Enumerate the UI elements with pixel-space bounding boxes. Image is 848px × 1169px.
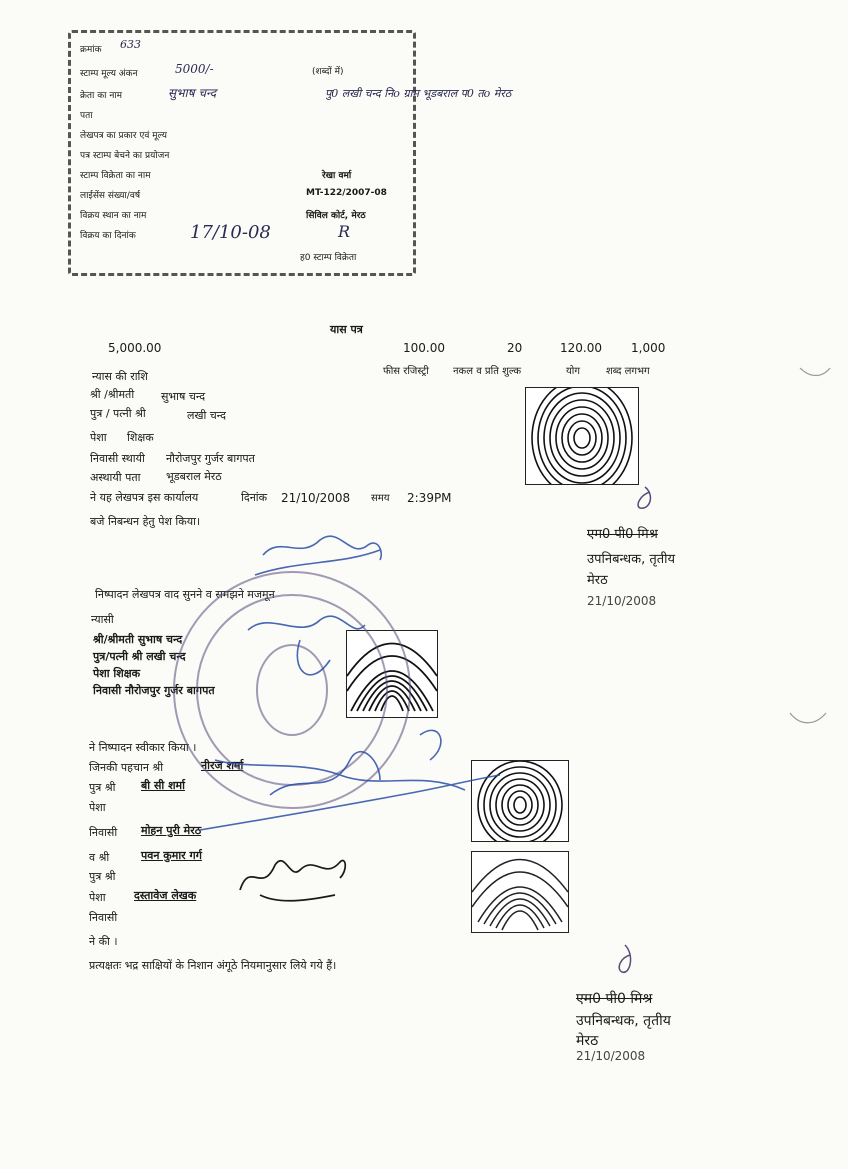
registrar1-title: उपनिबन्धक, तृतीय xyxy=(587,552,676,567)
registrar2-name: एम0 पी0 मिश्र xyxy=(576,991,653,1007)
office-label: ने यह लेखपत्र इस कार्यालय xyxy=(90,491,199,504)
witness2-son-label: पुत्र श्री xyxy=(89,870,116,883)
word-count: 1,000 xyxy=(631,341,666,355)
trust-amount-label: न्यास की राशि xyxy=(92,370,148,383)
executant-address: निवासी नौरोजपुर गुर्जर बागपत xyxy=(93,684,215,697)
stamp-sign-label: ह0 स्टाम्प विक्रेता xyxy=(300,253,357,263)
executant-name: श्री/श्रीमती सुभाष चन्द xyxy=(93,633,183,646)
stamp-buyer-extra: पु0 लखी चन्द निo ग्राम भूडबराल प0 तo मेरठ xyxy=(325,87,512,100)
registrar-initials xyxy=(619,487,650,972)
time-label: समय xyxy=(371,493,390,504)
fee-total-label: योग xyxy=(566,366,581,377)
father-value: लखी चन्द xyxy=(187,409,227,422)
fee-copy: 20 xyxy=(507,341,523,355)
stamp-license-label: लाईसेंस संख्या/वर्ष xyxy=(80,191,141,201)
witness-done-label: ने की । xyxy=(89,935,118,948)
signature-scribbles xyxy=(200,536,500,830)
stamp-value: 5000/- xyxy=(175,62,214,76)
stamp-doc-type-label: लेखपत्र का प्रकार एवं मूल्य xyxy=(80,131,167,141)
date-value: 21/10/2008 xyxy=(281,491,351,505)
time-value: 2:39PM xyxy=(407,491,452,505)
witness2-occupation: दस्तावेज लेखक xyxy=(134,889,197,902)
fee-total: 120.00 xyxy=(560,341,602,355)
witness1-name: नीरज शर्मा xyxy=(201,759,244,772)
document-title: यास पत्र xyxy=(330,323,363,336)
registrar1-date: 21/10/2008 xyxy=(587,594,657,608)
vendor-signature: R xyxy=(338,222,351,241)
registrar2-city: मेरठ xyxy=(576,1033,599,1049)
execution-heading: निष्पादन लेखपत्र वाद सुनने व समझने मजमून xyxy=(95,588,275,601)
fee-registry-label: फीस रजिस्ट्री xyxy=(383,366,429,377)
registrar1-city: मेरठ xyxy=(587,573,608,588)
stamp-serial-value: 633 xyxy=(120,38,141,51)
stamp-buyer-label: क्रेता का नाम xyxy=(80,91,123,101)
fee-copy-label: नकल व प्रति शुल्क xyxy=(453,366,522,377)
stamp-date-label: विक्रय का दिनांक xyxy=(80,231,136,241)
witness1-father: बी सी शर्मा xyxy=(141,779,185,792)
stamp-place-value: सिविल कोर्ट, मेरठ xyxy=(306,211,366,221)
witness2-and-label: व श्री xyxy=(89,851,110,864)
executant-occupation: पेशा शिक्षक xyxy=(93,667,141,680)
registrar2-date: 21/10/2008 xyxy=(576,1049,646,1063)
witness1-son-label: पुत्र श्री xyxy=(89,781,116,794)
stamp-vendor-label: स्टाम्प विक्रेता का नाम xyxy=(80,171,151,181)
stamp-license-value: MT-122/2007-08 xyxy=(306,188,387,198)
registry-seal xyxy=(174,572,410,808)
perm-address-value: नौरोजपुर गुर्जर बागपत xyxy=(166,452,255,465)
name-label: श्री /श्रीमती xyxy=(90,388,135,401)
registrar2-title: उपनिबन्धक, तृतीय xyxy=(576,1013,671,1029)
witness2-residence-label: निवासी xyxy=(89,911,118,924)
word-count-label: शब्द लगभग xyxy=(606,366,650,377)
stamp-serial-label: क्रमांक xyxy=(80,45,102,55)
witness1-occupation-label: पेशा xyxy=(89,801,106,814)
executant-father: पुत्र/पत्नी श्री लखी चन्द xyxy=(93,650,186,663)
witness2-occupation-label: पेशा xyxy=(89,891,106,904)
witness1-address: मोहन पुरी मेरठ xyxy=(141,824,202,837)
accepted-text: ने निष्पादन स्वीकार किया । xyxy=(89,741,197,754)
stamp-value-label: स्टाम्प मूल्य अंकन xyxy=(80,69,138,79)
stamp-words-label: (शब्दों में) xyxy=(312,67,344,77)
witness-signature xyxy=(240,861,345,901)
witness2-name: पवन कुमार गर्ग xyxy=(141,849,202,862)
registrar1-name: एम0 पी0 मिश्र xyxy=(587,527,658,542)
witness1-residence-label: निवासी xyxy=(89,826,118,839)
binding-marks xyxy=(790,368,830,723)
execution-role: न्यासी xyxy=(91,613,114,626)
stamp-purpose-label: पत्र स्टाम्प बेचने का प्रयोजन xyxy=(80,151,170,161)
stamp-date-value: 17/10-08 xyxy=(190,222,271,243)
trust-amount: 5,000.00 xyxy=(108,341,162,355)
identified-label: जिनकी पहचान श्री xyxy=(89,761,164,774)
occupation-label: पेशा xyxy=(90,431,107,444)
temp-address-label: अस्थायी पता xyxy=(90,471,141,484)
name-value: सुभाष चन्द xyxy=(161,390,206,403)
date-label: दिनांक xyxy=(241,491,268,504)
father-label: पुत्र / पत्नी श्री xyxy=(90,407,146,420)
perm-address-label: निवासी स्थायी xyxy=(90,452,145,465)
fee-registry: 100.00 xyxy=(403,341,445,355)
stamp-buyer-value: सुभाष चन्द xyxy=(168,86,217,100)
presented-label: बजे निबन्धन हेतु पेश किया। xyxy=(90,515,201,528)
stamp-address-label: पता xyxy=(80,111,93,121)
stamp-vendor-value: रेखा वर्मा xyxy=(322,171,352,181)
thumb-impression-note: प्रत्यक्षतः भद्र साक्षियों के निशान अंगूठे नियमानुसार लिये गये हैं। xyxy=(89,959,337,972)
temp-address-value: भूडबराल मेरठ xyxy=(166,470,222,483)
occupation-value: शिक्षक xyxy=(127,431,154,444)
stamp-place-label: विक्रय स्थान का नाम xyxy=(80,211,147,221)
